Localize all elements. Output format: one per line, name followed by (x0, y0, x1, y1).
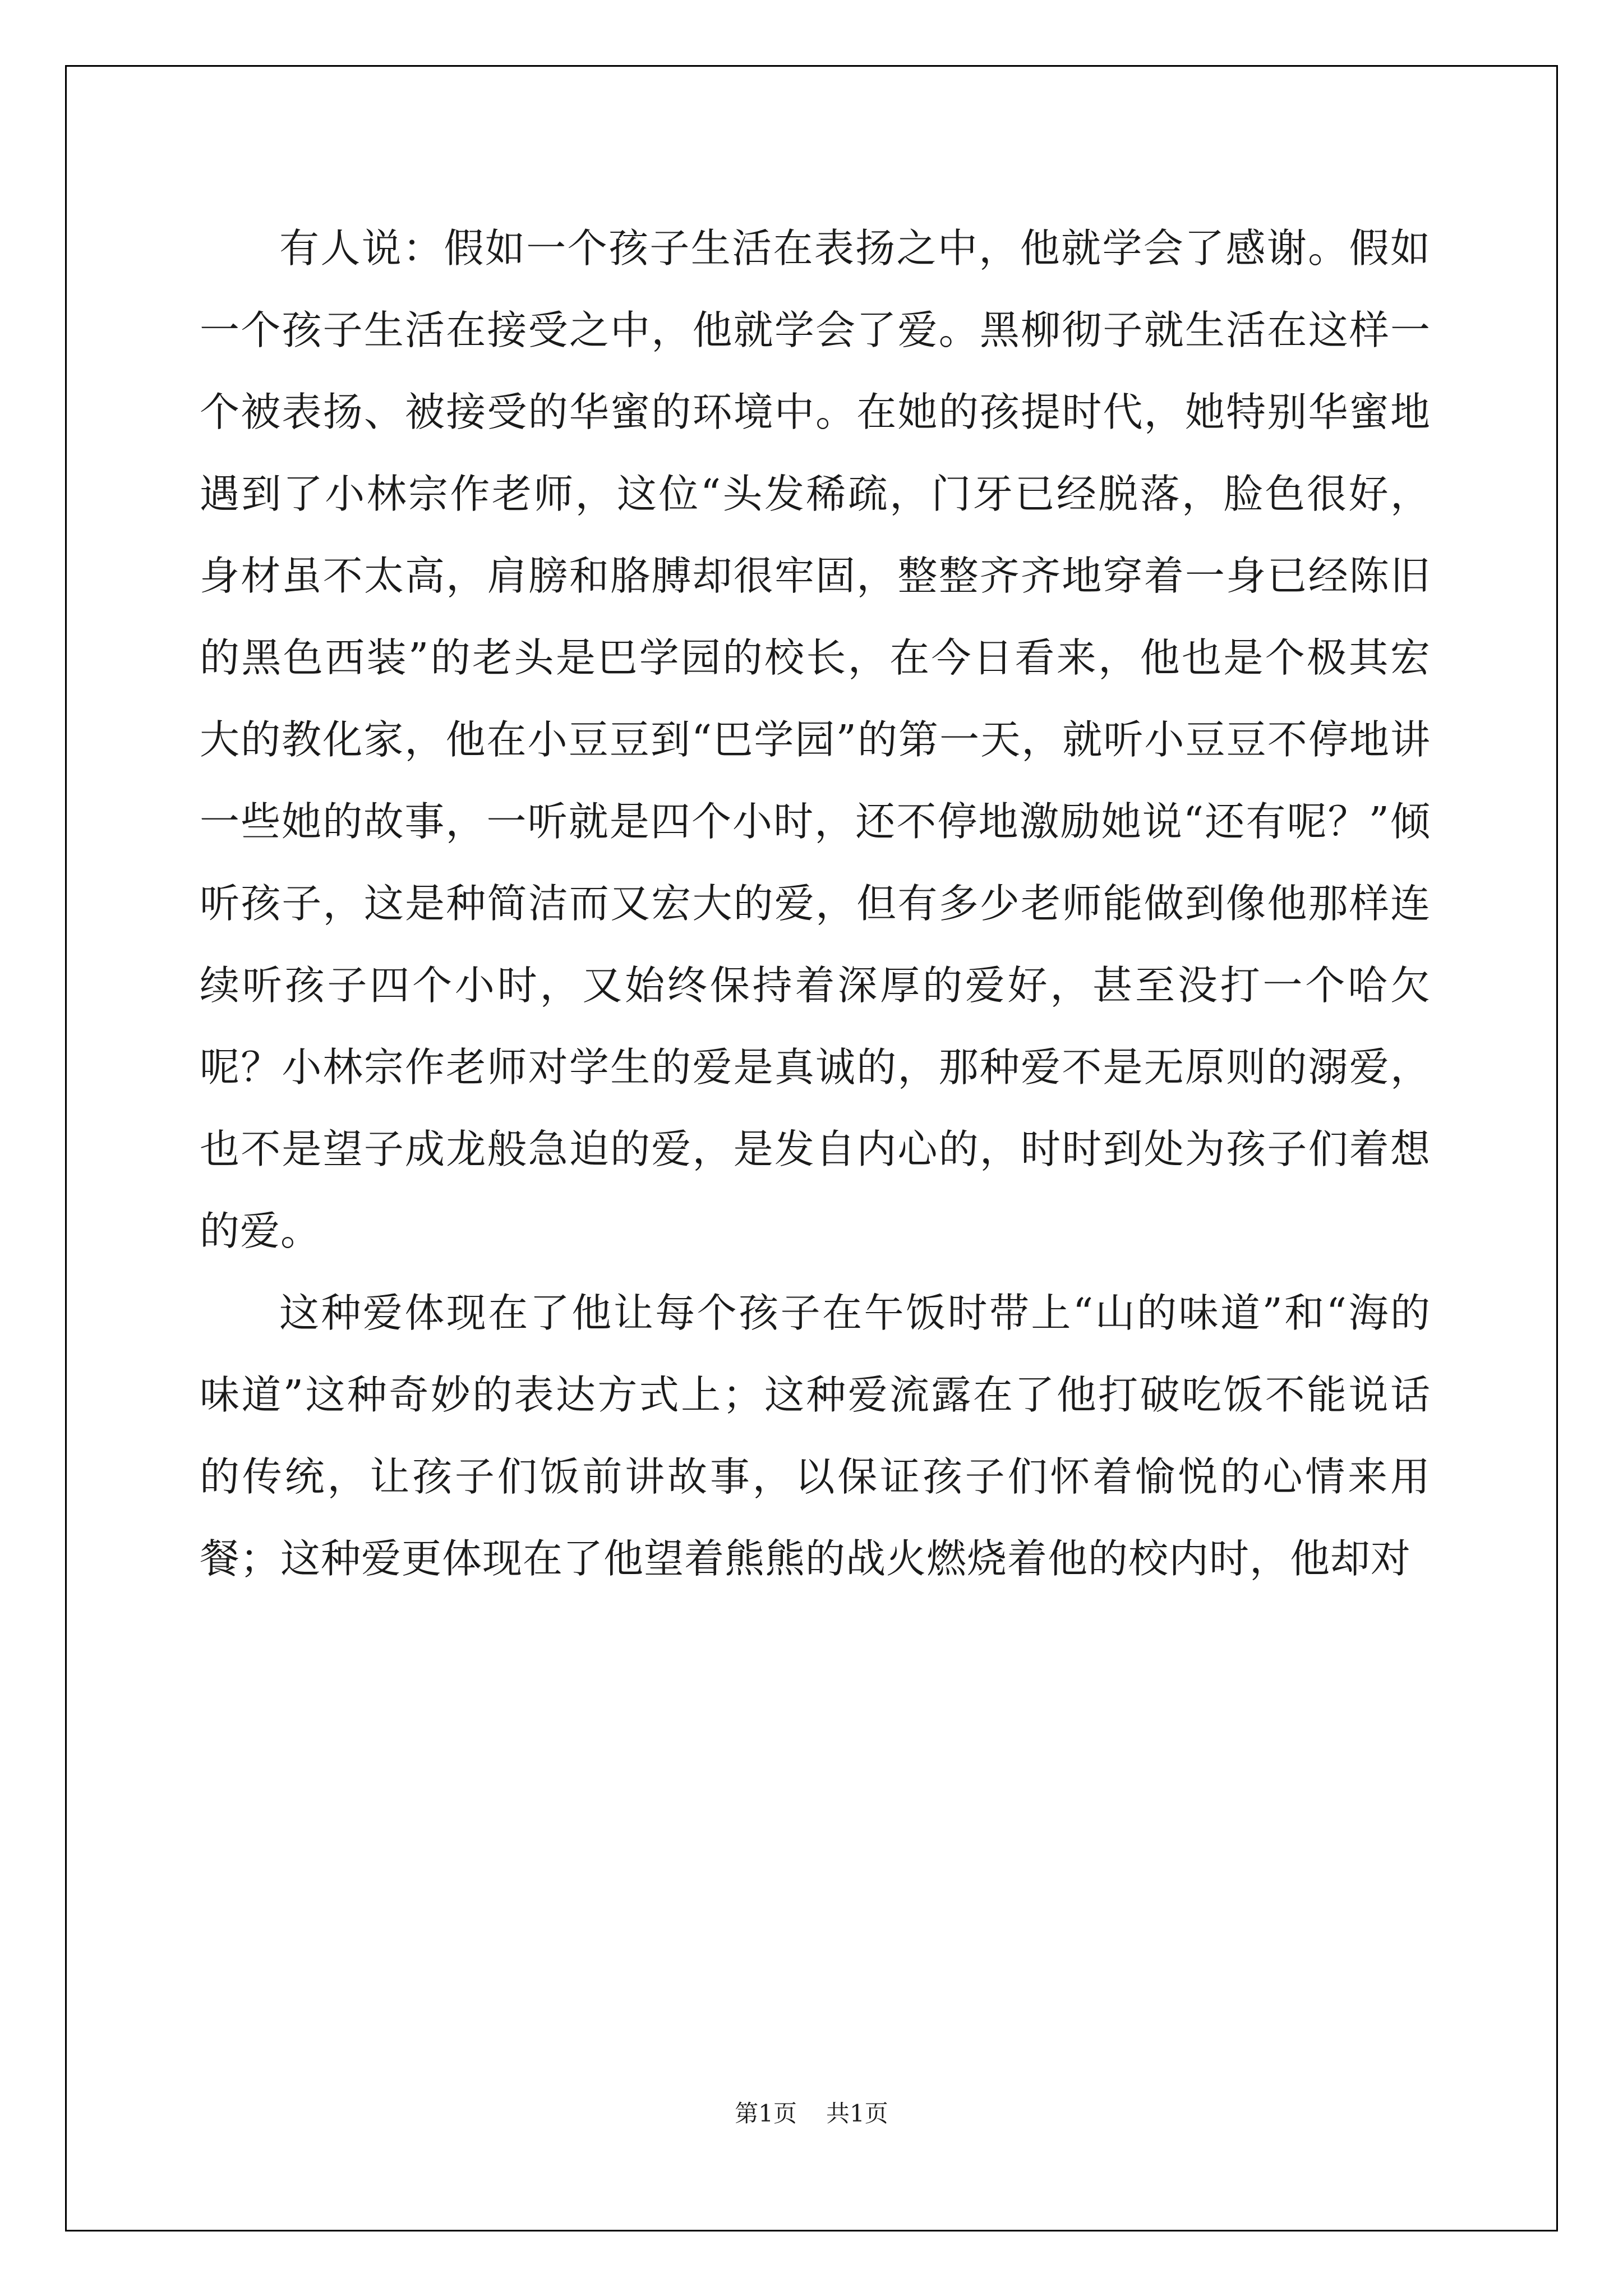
paragraph-1: 有人说：假如一个孩子生活在表扬之中，他就学会了感谢。假如一个孩子生活在接受之中，他就学会了爱。黑柳彻子就生活在这样一个被表扬、被接受的华蜜的环境中。在她的孩提时代，她特别华蜜地遇到了小林宗作老师，这位“头发稀疏，门牙已经脱落，脸色很好，身材虽不太高，肩膀和胳膊却很牢固，整整齐齐地穿着一身已经陈旧的黑色西装”的老头是巴学园的校长，在今日看来，他也是个极其宏大的教化家，他在小豆豆到“巴学园”的第一天，就听小豆豆不停地讲一些她的故事，一听就是四个小时，还不停地激励她说“还有呢？”倾听孩子，这是种简洁而又宏大的爱，但有多少老师能做到像他那样连续听孩子四个小时，又始终保持着深厚的爱好，甚至没打一个哈欠呢？小林宗作老师对学生的爱是真诚的，那种爱不是无原则的溺爱，也不是望子成龙般急迫的爱，是发自内心的，时时到处为孩子们着想的爱。 (200, 225, 1431, 1254)
document-body (200, 208, 1431, 1600)
paragraph-2: 这种爱体现在了他让每个孩子在午饭时带上“山的味道”和“海的味道”这种奇妙的表达方式上；这种爱流露在了他打破吃饭不能说话的传统，让孩子们饭前讲故事，以保证孩子们怀着愉悦的心情来用餐；这种爱更体现在了他望着熊熊的战火燃烧着他的校内时，他却对 (200, 1290, 1431, 1582)
page-number: 第1页 (735, 2100, 797, 2127)
page-footer (0, 2097, 1623, 2131)
page-total: 共1页 (826, 2100, 888, 2127)
